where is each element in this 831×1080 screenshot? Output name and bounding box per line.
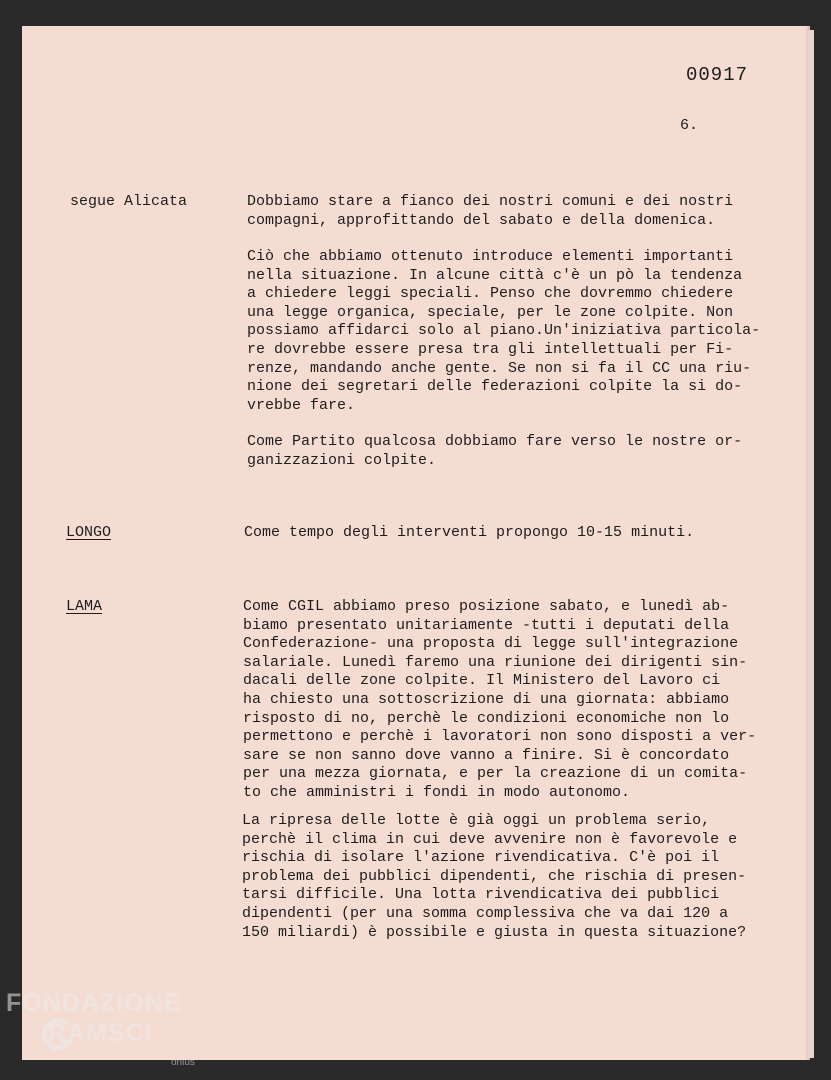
paragraph-lama-2: La ripresa delle lotte è già oggi un problema serio, perchè il clima in cui deve avvenire non è favorevole e rischia di isolare l'azione rivendicativa. C'è poi il problema dei pubblici dipendenti, che rischia di presen- tarsi difficile. Una lotta rivendicativa dei pubblici dipendenti (per una somma complessiva che va dai 120 a 150 miliardi) è possibile e giusta in questa situazione?	[242, 812, 747, 941]
watermark-line-2: RAMSCI	[48, 1019, 153, 1047]
paragraph-longo-1: Come tempo degli interventi propongo 10-15 minuti.	[244, 524, 695, 541]
paragraph-lama-1: Come CGIL abbiamo preso posizione sabato, e lunedì ab- biamo presentato unitariamente -tutti i deputati della Confederazione- una proposta di legge sull'integrazione salariale. Lunedì faremo una riunione dei dirigenti sin- dacali delle zone colpite. Il Ministero del Lavoro ci ha chiesto una sottoscrizione di una giornata: abbiamo risposto di no, perchè le condizioni economiche non lo permettono e perchè i lavoratori non sono disposti a ver- sare se non sanno dove vanno a finire. Si è concordato per una mezza giornata, e per la creazione di un comita- to che amministri i fondi in modo autonomo.	[243, 598, 757, 801]
speaker-longo: LONGO	[66, 524, 112, 541]
page-edge	[808, 30, 814, 1058]
paragraph-alicata-2: Ciò che abbiamo ottenuto introduce elementi importanti nella situazione. In alcune città c'è un pò la tendenza a chiedere leggi speciali. Penso che dovremmo chiedere una legge organica, speciale, per le zone colpite. Non possiamo affidarci solo al piano.Un'iniziativa particola- re dovrebbe essere presa tra gli intellettuali per Fi- renze, mandando anche gente. Se non si fa il CC una riu- nione dei segretari delle federazioni colpite la si do- vrebbe fare.	[247, 248, 761, 414]
watermark-suffix: onlus	[171, 1057, 195, 1068]
paragraph-alicata-3: Come Partito qualcosa dobbiamo fare verso le nostre or- ganizzazioni colpite.	[247, 433, 743, 469]
page-number: 6.	[680, 117, 699, 134]
speaker-lama: LAMA	[66, 598, 103, 615]
paragraph-alicata-1: Dobbiamo stare a fianco dei nostri comuni e dei nostri compagni, approfittando del sabato e della domenica.	[247, 193, 734, 229]
speaker-alicata: segue Alicata	[70, 193, 188, 210]
watermark-line-1: FONDAZIONE	[6, 989, 182, 1017]
gramsci-logo-icon	[40, 1016, 74, 1058]
document-number: 00917	[686, 64, 749, 86]
fondazione-gramsci-watermark	[6, 988, 195, 1068]
